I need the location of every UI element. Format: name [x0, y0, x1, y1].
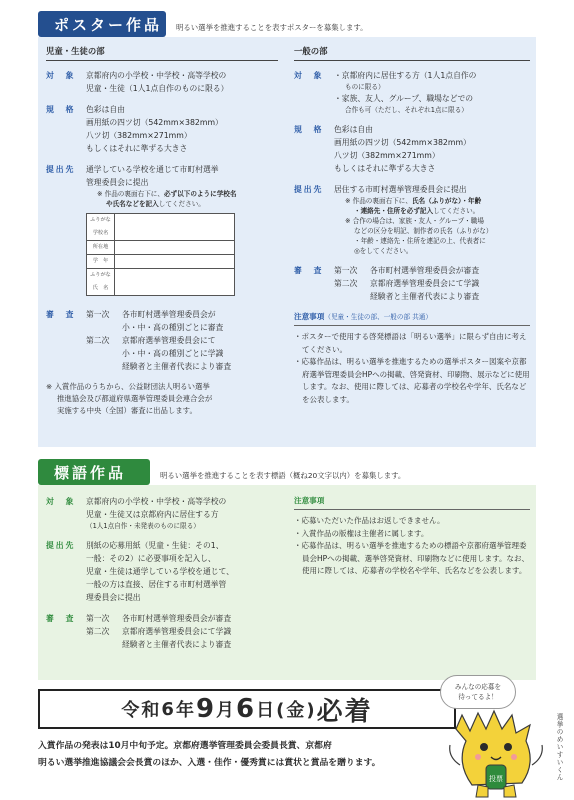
slogan-target-line: 京都府内の小学校・中学校・高等学校の — [86, 497, 227, 506]
general-submit-line: 居住する市町村選挙管理委員会に提出 — [334, 185, 467, 194]
child-spec-row — [46, 103, 278, 155]
mascot-right-eye — [504, 743, 512, 751]
review-stage-2-line: 小・中・高の種別ごとに学識 — [122, 349, 224, 358]
slogan-target-line: （1人1点自作・未発表のものに限る） — [86, 522, 200, 530]
child-target-label: 対 象 — [46, 71, 76, 80]
general-division-title: 一般の部 — [294, 45, 530, 61]
slogan-review-row — [46, 612, 282, 651]
form-field-school — [115, 214, 235, 241]
deadline-weekday: (金) — [276, 700, 317, 721]
general-target-row — [294, 69, 530, 115]
mascot-meisuikun — [440, 675, 568, 800]
general-target-line: ・京都府内に居住する方（1人1点自作の — [334, 71, 477, 80]
form-label-name: ふりがな 氏 名 — [87, 269, 115, 296]
child-submit-line: 通学している学校を通じて市町村選挙 — [86, 165, 219, 174]
slogan-notice-list — [294, 515, 530, 578]
slogan-section-banner — [38, 459, 150, 485]
award-line: 明るい選挙推進協議会会長賞のほか、入選・佳作・優秀賞には賞状と賞品を贈ります。 — [38, 758, 381, 768]
poster-banner-label: ポスター作品 — [54, 15, 163, 34]
child-spec-line: 色彩は自由 — [86, 105, 125, 114]
slogan-target-row — [46, 495, 282, 531]
child-spec-label: 規 格 — [46, 105, 76, 114]
review-stage-1: 第一次 — [334, 266, 358, 275]
form-field-name — [115, 269, 235, 296]
form-field-grade — [115, 255, 235, 269]
notice-item: ・応募作品は、明るい選挙を推進するための標語や京都府選挙管理委員会HPへの掲載、選挙啓発資材、印刷物などに使用します。なお、使用に際しては、応募者の学校名や学年、氏名などを公表します。 — [294, 541, 530, 576]
deadline-year-unit: 年 — [175, 700, 196, 721]
review-stage-2: 第二次 — [334, 279, 358, 288]
award-announcement — [38, 738, 468, 772]
general-spec-line: もしくはそれに準ずる大きさ — [334, 164, 436, 173]
mascot-right-foot — [504, 785, 516, 797]
ballot-badge-label: 投票 — [489, 775, 503, 783]
review-stage-2-line: 京都府選挙管理委員会にて — [122, 336, 216, 345]
mascot-left-arm — [450, 745, 460, 765]
review-stage-2-line: 経験者と主催者代表により審査 — [370, 292, 480, 301]
review-stage-2-line: 経験者と主催者代表により審査 — [122, 640, 232, 649]
general-submit-note: ※ 合作の場合は、家族・友人・グループ・職場 — [345, 217, 484, 225]
slogan-description: 明るい選挙を推進することを表す標語（概ね20文字以内）を募集します。 — [160, 471, 406, 480]
review-stage-2-line: 京都府選挙管理委員会にて学識 — [122, 627, 232, 636]
child-division — [46, 45, 278, 417]
deadline-suffix: 必着 — [316, 696, 373, 727]
review-stage-2-line: 京都府選挙管理委員会にて学識 — [370, 279, 480, 288]
form-label-grade: 学 年 — [87, 255, 115, 269]
slogan-target-line: 児童・生徒又は京都府内に居住する方 — [86, 510, 219, 519]
mascot-name: 選挙のめいすいくん — [555, 713, 563, 782]
child-submit-note: や氏名などを記入してください。 — [106, 200, 205, 208]
slogan-banner-label: 標語作品 — [54, 463, 127, 482]
slogan-submit-line: 児童・生徒は通学している学校を通じて、 — [86, 567, 234, 576]
deadline-box — [38, 689, 456, 729]
general-target-line: ものに限る） — [345, 83, 385, 91]
general-submit-note: ・年齢・連絡先・住所を連記の上、代表者に — [354, 237, 486, 245]
form-label-address: 所在地 — [87, 241, 115, 255]
review-stage-2: 第二次 — [86, 627, 110, 636]
general-spec-line: 色彩は自由 — [334, 125, 373, 134]
child-division-title: 児童・生徒の部 — [46, 45, 278, 61]
child-submit-label: 提出先 — [46, 165, 76, 174]
slogan-submit-label: 提出先 — [46, 541, 76, 550]
child-target-row — [46, 69, 278, 95]
mascot-left-eye — [480, 743, 488, 751]
general-spec-line: 画用紙の四ツ切（542mm×382mm） — [334, 138, 471, 147]
slogan-left-column — [46, 495, 282, 659]
deadline-year: 6 — [161, 698, 176, 720]
general-target-line: ・家族、友人、グループ、職場などでの — [334, 94, 474, 103]
poster-notice-list — [294, 331, 530, 407]
child-spec-line: 画用紙の四ツ切（542mm×382mm） — [86, 118, 223, 127]
slogan-submit-row — [46, 539, 282, 604]
general-submit-note: ◎をしてください。 — [354, 247, 413, 255]
deadline-day-unit: 日 — [256, 700, 277, 721]
mascot-right-arm — [532, 745, 542, 765]
general-review-label: 審 査 — [294, 266, 324, 275]
deadline-era: 令和 — [121, 700, 162, 721]
review-stage-2: 第二次 — [86, 336, 110, 345]
review-stage-1-line: 各市町村選挙管理委員会が審査 — [122, 614, 232, 623]
general-submit-label: 提出先 — [294, 185, 324, 194]
review-stage-1-line: 小・中・高の種別ごとに審査 — [122, 323, 224, 332]
notice-item: ・入賞作品の版権は主催者に属します。 — [294, 528, 429, 538]
general-target-line: 合作も可（ただし、それぞれ1点に限る） — [345, 106, 468, 114]
child-target-line: 児童・生徒（1人1点自作のものに限る） — [86, 84, 229, 93]
review-stage-2-line: 経験者と主催者代表により審査 — [122, 362, 232, 371]
child-spec-line: もしくはそれに準ずる大きさ — [86, 144, 188, 153]
general-submit-note: ・連絡先・住所を必ず記入してください。 — [354, 207, 480, 215]
general-spec-row — [294, 123, 530, 175]
general-spec-label: 規 格 — [294, 125, 324, 134]
child-submit-row — [46, 163, 278, 300]
child-submit-line: 管理委員会に提出 — [86, 178, 149, 187]
mascot-right-cheek — [511, 754, 517, 760]
award-line: 入賞作品の発表は10月中旬予定。京都府選挙管理委員会委員長賞、京都府 — [38, 741, 332, 751]
child-footnote: ※ 入賞作品のうちから、公益財団法人明るい選挙 推進協会及び都道府県選挙管理委員会連合会が 実施する中央（全国）審査に出品します。 — [46, 382, 213, 415]
notice-item: ・ポスターで使用する啓発標語は「明るい選挙」に限らず自由に考えてください。 — [294, 332, 527, 354]
general-division — [294, 45, 530, 407]
deadline-day: 6 — [236, 694, 257, 724]
general-target-label: 対 象 — [294, 71, 324, 80]
child-target-line: 京都府内の小学校・中学校・高等学校の — [86, 71, 227, 80]
poster-notice-heading: 注意事項（児童・生徒の部、一般の部 共通） — [294, 311, 530, 326]
notice-item: ・応募いただいた作品はお返しできません。 — [294, 516, 445, 525]
poster-description: 明るい選挙を推進することを表すポスターを募集します。 — [176, 23, 368, 32]
form-label-school: ふりがな 学校名 — [87, 214, 115, 241]
mascot-illustration — [442, 707, 552, 800]
general-spec-line: 八ツ切（382mm×271mm） — [334, 151, 440, 160]
child-submit-note: ※ 作品の裏面右下に、必ず以下のように学校名 — [97, 190, 237, 198]
form-field-address — [115, 241, 235, 255]
slogan-submit-line: 別紙の応募用紙（児童・生徒：その1、 — [86, 541, 224, 550]
general-submit-note: などの区分を明記、制作者の氏名（ふりがな） — [354, 227, 493, 235]
review-stage-1: 第一次 — [86, 310, 110, 319]
slogan-review-label: 審 査 — [46, 614, 76, 623]
review-stage-1-line: 各市町村選挙管理委員会が審査 — [370, 266, 480, 275]
deadline-month: 9 — [195, 694, 217, 724]
general-submit-row — [294, 183, 530, 256]
slogan-submit-line: 理委員会に提出 — [86, 593, 141, 602]
notice-item: ・応募作品は、明るい選挙を推進するための選挙ポスター図案や京都府選挙管理委員会HPへの掲載、啓発資材、印刷物、展示などに使用します。なお、使用に際しては、応募者の学校名や学年、氏名などを公表します。 — [294, 357, 530, 404]
general-submit-note: ※ 作品の裏面右下に、氏名（ふりがな）・年齢 — [345, 197, 482, 205]
slogan-submit-line: 一般の方は直接、居住する市町村選挙管 — [86, 580, 227, 589]
mascot-left-foot — [476, 785, 488, 797]
slogan-submit-line: 一般：その2）に必要事項を記入し、 — [86, 554, 216, 563]
slogan-right-column — [294, 495, 530, 578]
child-spec-line: 八ツ切（382mm×271mm） — [86, 131, 192, 140]
child-review-label: 審 査 — [46, 310, 76, 319]
poster-panel — [38, 37, 536, 447]
review-stage-1-line: 各市町村選挙管理委員会が — [122, 310, 216, 319]
mascot-speech-bubble: みんなの応募を 待ってるよ！ — [440, 675, 516, 709]
school-info-form — [86, 213, 235, 296]
review-stage-1: 第一次 — [86, 614, 110, 623]
deadline-month-unit: 月 — [216, 700, 237, 721]
slogan-panel — [38, 485, 536, 680]
general-review-row — [294, 264, 530, 303]
mascot-left-cheek — [475, 754, 481, 760]
child-review-row — [46, 308, 278, 373]
poster-section-banner — [38, 11, 166, 37]
slogan-target-label: 対 象 — [46, 497, 76, 506]
slogan-notice-heading: 注意事項 — [294, 495, 530, 510]
